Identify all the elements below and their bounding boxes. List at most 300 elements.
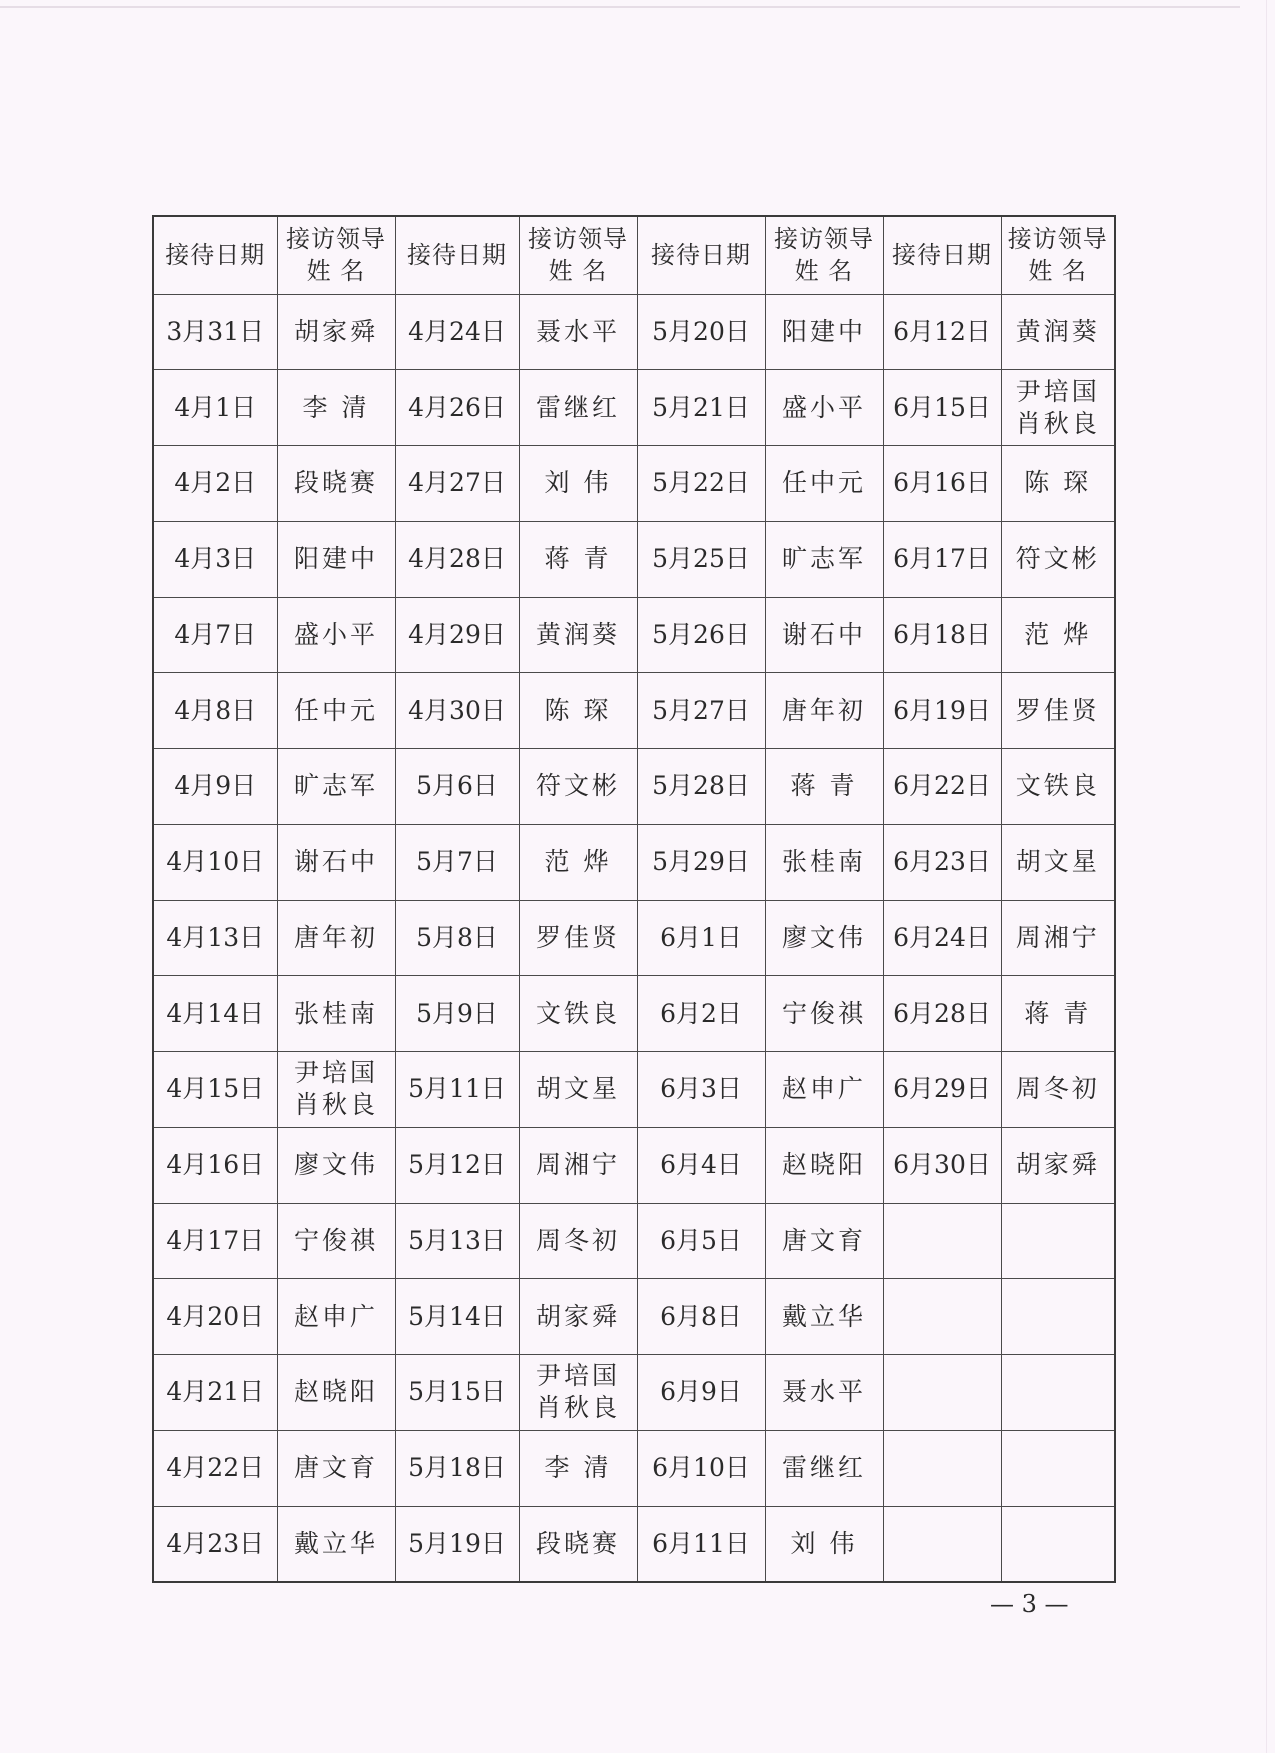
date-text: 6月18日 xyxy=(893,619,991,649)
date-cell xyxy=(153,824,277,900)
date-cell xyxy=(883,824,1001,900)
date-text: 4月15日 xyxy=(166,1074,265,1104)
reception-schedule-table xyxy=(152,215,1116,1583)
leader-name-cell xyxy=(1001,521,1115,597)
date-cell xyxy=(883,597,1001,673)
header-text: 接待日期 xyxy=(165,241,266,270)
date-text: 4月27日 xyxy=(408,468,506,498)
leader-name-text: 聂水平 xyxy=(781,1377,866,1407)
leader-name-cell xyxy=(277,1506,395,1582)
leader-name-cell xyxy=(1001,749,1115,825)
date-cell xyxy=(637,597,765,673)
leader-name-cell xyxy=(765,1127,883,1203)
date-cell xyxy=(395,900,519,976)
date-cell xyxy=(153,1203,277,1279)
date-text: 5月12日 xyxy=(408,1150,506,1180)
date-text: 5月15日 xyxy=(408,1377,506,1407)
date-text: 5月13日 xyxy=(408,1225,506,1255)
leader-name-cell xyxy=(519,1052,637,1128)
leader-name-text: 廖文伟 xyxy=(293,1150,378,1180)
leader-name-cell xyxy=(519,673,637,749)
header-date-3 xyxy=(637,216,765,294)
leader-name-cell xyxy=(519,597,637,673)
leader-name-cell xyxy=(277,1127,395,1203)
leader-name-text: 胡文星 xyxy=(1015,847,1100,877)
date-cell xyxy=(395,446,519,522)
leader-name-text: 肖秋良 xyxy=(1015,408,1100,438)
header-text: 接待日期 xyxy=(651,241,751,270)
leader-name-cell xyxy=(519,1203,637,1279)
date-text: 4月7日 xyxy=(174,619,257,649)
table-row xyxy=(153,1052,1115,1128)
date-cell xyxy=(637,976,765,1052)
leader-name-cell xyxy=(277,597,395,673)
date-cell xyxy=(637,1127,765,1203)
date-text: 5月29日 xyxy=(652,847,750,877)
leader-name-text: 罗佳贤 xyxy=(1015,695,1100,725)
leader-name-cell xyxy=(519,1279,637,1355)
leader-name-text: 赵晓阳 xyxy=(293,1377,378,1407)
header-leader-1 xyxy=(277,216,395,294)
date-cell xyxy=(395,1052,519,1128)
table-row xyxy=(153,1355,1115,1431)
date-cell xyxy=(395,673,519,749)
date-text: 5月6日 xyxy=(416,771,498,801)
leader-name-cell xyxy=(1001,824,1115,900)
leader-name-cell xyxy=(1001,1203,1115,1279)
header-leader-4 xyxy=(1001,216,1115,294)
date-cell xyxy=(153,673,277,749)
leader-name-text: 蒋 青 xyxy=(1024,998,1092,1028)
leader-name-text: 蒋 青 xyxy=(544,544,612,574)
date-text: 6月17日 xyxy=(893,544,991,574)
date-cell xyxy=(883,1203,1001,1279)
date-cell xyxy=(883,1506,1001,1582)
date-text: 6月23日 xyxy=(893,847,991,877)
date-text: 6月19日 xyxy=(893,695,991,725)
date-text: 5月11日 xyxy=(408,1074,506,1104)
header-text: 姓 名 xyxy=(548,257,608,286)
table-row xyxy=(153,1430,1115,1506)
date-cell xyxy=(883,521,1001,597)
leader-name-cell xyxy=(1001,1430,1115,1506)
leader-name-cell xyxy=(765,976,883,1052)
leader-name-cell xyxy=(519,976,637,1052)
date-cell xyxy=(883,900,1001,976)
date-text: 4月2日 xyxy=(174,468,257,498)
date-cell xyxy=(395,294,519,370)
header-text: 接待日期 xyxy=(892,241,992,270)
date-text: 5月7日 xyxy=(416,847,498,877)
leader-name-text: 赵晓阳 xyxy=(781,1150,866,1180)
date-cell xyxy=(395,1279,519,1355)
leader-name-cell xyxy=(1001,1355,1115,1431)
date-cell xyxy=(637,900,765,976)
leader-name-text: 任中元 xyxy=(781,468,866,498)
table-row xyxy=(153,749,1115,825)
date-text: 5月25日 xyxy=(652,544,750,574)
header-text: 接访领导 xyxy=(774,225,874,254)
date-cell xyxy=(395,1203,519,1279)
table-row xyxy=(153,597,1115,673)
date-cell xyxy=(883,749,1001,825)
date-text: 5月20日 xyxy=(652,316,750,346)
leader-name-text: 范 烨 xyxy=(544,847,612,877)
date-cell xyxy=(883,446,1001,522)
leader-name-text: 张桂南 xyxy=(781,847,866,877)
date-text: 5月28日 xyxy=(652,771,750,801)
leader-name-cell xyxy=(765,521,883,597)
leader-name-text: 文铁良 xyxy=(535,998,620,1028)
date-cell xyxy=(637,1203,765,1279)
leader-name-text: 廖文伟 xyxy=(781,922,866,952)
leader-name-text: 雷继红 xyxy=(781,1453,866,1483)
leader-name-cell xyxy=(519,1506,637,1582)
leader-name-cell xyxy=(765,597,883,673)
date-cell xyxy=(153,900,277,976)
date-cell xyxy=(153,1430,277,1506)
leader-name-text: 范 烨 xyxy=(1024,619,1092,649)
leader-name-text: 谢石中 xyxy=(781,619,866,649)
date-cell xyxy=(153,294,277,370)
leader-name-cell xyxy=(1001,1127,1115,1203)
date-cell xyxy=(395,749,519,825)
leader-name-cell xyxy=(519,1430,637,1506)
scan-top-edge xyxy=(0,6,1240,8)
date-cell xyxy=(883,1430,1001,1506)
leader-name-text: 周冬初 xyxy=(1015,1074,1100,1104)
leader-name-text: 周湘宁 xyxy=(1015,922,1100,952)
leader-name-text: 盛小平 xyxy=(293,619,378,649)
header-text: 接访领导 xyxy=(1007,225,1108,254)
date-text: 4月22日 xyxy=(166,1453,265,1483)
date-text: 5月27日 xyxy=(652,695,750,725)
leader-name-text: 陈 琛 xyxy=(544,695,612,725)
leader-name-cell xyxy=(277,1203,395,1279)
date-text: 6月11日 xyxy=(652,1528,750,1558)
date-text: 6月8日 xyxy=(660,1301,742,1331)
table-row xyxy=(153,673,1115,749)
leader-name-text: 唐年初 xyxy=(293,922,378,952)
leader-name-text: 黄润葵 xyxy=(1015,316,1100,346)
leader-name-text: 胡家舜 xyxy=(535,1301,620,1331)
header-text: 接访领导 xyxy=(286,225,386,254)
date-cell xyxy=(153,1506,277,1582)
header-text: 接访领导 xyxy=(528,225,628,254)
leader-name-text: 刘 伟 xyxy=(790,1528,858,1558)
leader-name-cell xyxy=(765,749,883,825)
page-number: — 3 — xyxy=(990,1590,1069,1618)
leader-name-cell xyxy=(1001,976,1115,1052)
leader-name-cell xyxy=(765,1430,883,1506)
header-leader-2 xyxy=(519,216,637,294)
date-text: 4月8日 xyxy=(174,695,257,725)
leader-name-text: 符文彬 xyxy=(1015,544,1100,574)
header-row xyxy=(153,216,1115,294)
date-cell xyxy=(637,1279,765,1355)
leader-name-text: 戴立华 xyxy=(781,1301,866,1331)
leader-name-text: 宁俊祺 xyxy=(781,998,866,1028)
date-cell xyxy=(883,294,1001,370)
leader-name-cell xyxy=(277,1279,395,1355)
date-cell xyxy=(637,1355,765,1431)
leader-name-text: 宁俊祺 xyxy=(293,1225,378,1255)
leader-name-cell xyxy=(277,1430,395,1506)
date-text: 4月14日 xyxy=(166,998,265,1028)
date-cell xyxy=(883,370,1001,446)
date-text: 6月3日 xyxy=(660,1074,742,1104)
date-cell xyxy=(395,597,519,673)
table-row xyxy=(153,1203,1115,1279)
header-date-1 xyxy=(153,216,277,294)
leader-name-cell xyxy=(1001,370,1115,446)
date-cell xyxy=(153,1355,277,1431)
leader-name-cell xyxy=(1001,900,1115,976)
leader-name-text: 陈 琛 xyxy=(1024,468,1092,498)
date-text: 6月2日 xyxy=(660,998,742,1028)
leader-name-text: 阳建中 xyxy=(781,316,866,346)
leader-name-cell xyxy=(519,1355,637,1431)
leader-name-cell xyxy=(1001,1506,1115,1582)
leader-name-text: 任中元 xyxy=(293,695,378,725)
header-date-4 xyxy=(883,216,1001,294)
table-row xyxy=(153,824,1115,900)
date-text: 6月15日 xyxy=(893,392,991,422)
leader-name-text: 尹培国 xyxy=(293,1058,378,1088)
table-row xyxy=(153,521,1115,597)
leader-name-cell xyxy=(1001,294,1115,370)
leader-name-cell xyxy=(765,294,883,370)
date-cell xyxy=(153,976,277,1052)
date-text: 6月30日 xyxy=(893,1150,991,1180)
date-text: 6月1日 xyxy=(660,922,742,952)
leader-name-text: 李 清 xyxy=(544,1453,612,1483)
leader-name-cell xyxy=(277,1052,395,1128)
leader-name-cell xyxy=(765,1355,883,1431)
date-cell xyxy=(153,597,277,673)
leader-name-text: 段晓赛 xyxy=(293,468,378,498)
date-text: 4月1日 xyxy=(174,392,257,422)
leader-name-text: 尹培国 xyxy=(1015,376,1100,406)
date-text: 4月16日 xyxy=(166,1150,265,1180)
leader-name-text: 李 清 xyxy=(302,392,370,422)
leader-name-text: 胡家舜 xyxy=(1015,1150,1100,1180)
date-text: 5月26日 xyxy=(652,619,750,649)
date-cell xyxy=(637,446,765,522)
date-cell xyxy=(395,370,519,446)
leader-name-text: 段晓赛 xyxy=(535,1528,620,1558)
header-date-2 xyxy=(395,216,519,294)
date-text: 6月16日 xyxy=(893,468,991,498)
date-cell xyxy=(153,370,277,446)
leader-name-cell xyxy=(1001,597,1115,673)
date-cell xyxy=(395,976,519,1052)
leader-name-cell xyxy=(765,370,883,446)
date-text: 6月12日 xyxy=(893,316,991,346)
leader-name-text: 周湘宁 xyxy=(535,1150,620,1180)
date-cell xyxy=(637,1052,765,1128)
leader-name-cell xyxy=(765,1052,883,1128)
date-cell xyxy=(637,521,765,597)
date-text: 6月4日 xyxy=(660,1150,742,1180)
date-cell xyxy=(153,1279,277,1355)
date-text: 5月9日 xyxy=(416,998,498,1028)
leader-name-text: 戴立华 xyxy=(293,1528,378,1558)
leader-name-cell xyxy=(765,1203,883,1279)
date-text: 4月29日 xyxy=(408,619,506,649)
leader-name-text: 刘 伟 xyxy=(544,468,612,498)
date-text: 5月19日 xyxy=(408,1528,506,1558)
leader-name-cell xyxy=(277,294,395,370)
leader-name-text: 聂水平 xyxy=(535,316,620,346)
date-cell xyxy=(395,521,519,597)
date-text: 4月30日 xyxy=(408,695,506,725)
leader-name-text: 胡文星 xyxy=(535,1074,620,1104)
leader-name-cell xyxy=(519,446,637,522)
date-text: 4月24日 xyxy=(408,316,506,346)
leader-name-cell xyxy=(765,673,883,749)
leader-name-text: 谢石中 xyxy=(293,847,378,877)
leader-name-cell xyxy=(277,1355,395,1431)
date-cell xyxy=(883,1052,1001,1128)
leader-name-cell xyxy=(277,521,395,597)
date-text: 4月20日 xyxy=(166,1301,265,1331)
date-cell xyxy=(637,1430,765,1506)
date-text: 4月13日 xyxy=(166,922,265,952)
date-cell xyxy=(637,370,765,446)
leader-name-text: 文铁良 xyxy=(1015,771,1100,801)
leader-name-cell xyxy=(519,900,637,976)
table-row xyxy=(153,1127,1115,1203)
leader-name-cell xyxy=(519,370,637,446)
date-cell xyxy=(637,824,765,900)
date-text: 5月18日 xyxy=(408,1453,506,1483)
date-cell xyxy=(637,294,765,370)
date-cell xyxy=(637,673,765,749)
leader-name-cell xyxy=(519,749,637,825)
table-row xyxy=(153,900,1115,976)
leader-name-cell xyxy=(765,1279,883,1355)
date-text: 6月22日 xyxy=(893,771,991,801)
date-text: 5月22日 xyxy=(652,468,750,498)
leader-name-cell xyxy=(519,824,637,900)
leader-name-text: 盛小平 xyxy=(781,392,866,422)
leader-name-cell xyxy=(277,446,395,522)
date-text: 4月26日 xyxy=(408,392,506,422)
date-cell xyxy=(153,749,277,825)
scan-right-edge xyxy=(1266,0,1267,1753)
leader-name-text: 旷志军 xyxy=(781,544,866,574)
table-row xyxy=(153,1506,1115,1582)
date-cell xyxy=(883,1127,1001,1203)
table-row xyxy=(153,294,1115,370)
leader-name-text: 肖秋良 xyxy=(535,1393,620,1423)
table-row xyxy=(153,1279,1115,1355)
date-text: 4月10日 xyxy=(166,847,265,877)
header-text: 姓 名 xyxy=(1028,257,1088,286)
leader-name-text: 唐年初 xyxy=(781,695,866,725)
leader-name-text: 唐文育 xyxy=(293,1453,378,1483)
date-text: 5月14日 xyxy=(408,1301,506,1331)
date-cell xyxy=(637,1506,765,1582)
date-cell xyxy=(153,1127,277,1203)
date-cell xyxy=(395,1430,519,1506)
leader-name-text: 胡家舜 xyxy=(293,316,378,346)
date-cell xyxy=(637,749,765,825)
leader-name-text: 阳建中 xyxy=(293,544,378,574)
leader-name-cell xyxy=(765,1506,883,1582)
date-cell xyxy=(395,1506,519,1582)
date-cell xyxy=(883,673,1001,749)
leader-name-text: 周冬初 xyxy=(535,1225,620,1255)
leader-name-text: 赵申广 xyxy=(781,1074,866,1104)
leader-name-cell xyxy=(277,673,395,749)
table-row xyxy=(153,976,1115,1052)
leader-name-cell xyxy=(519,521,637,597)
leader-name-cell xyxy=(765,446,883,522)
date-cell xyxy=(153,446,277,522)
leader-name-cell xyxy=(277,824,395,900)
date-cell xyxy=(153,1052,277,1128)
leader-name-text: 唐文育 xyxy=(781,1225,866,1255)
leader-name-text: 旷志军 xyxy=(293,771,378,801)
date-text: 4月9日 xyxy=(174,771,257,801)
date-text: 4月3日 xyxy=(174,544,257,574)
leader-name-text: 黄润葵 xyxy=(535,619,620,649)
leader-name-text: 赵申广 xyxy=(293,1301,378,1331)
leader-name-text: 雷继红 xyxy=(535,392,620,422)
header-text: 接待日期 xyxy=(407,241,507,270)
table-body xyxy=(153,294,1115,1582)
leader-name-cell xyxy=(765,824,883,900)
leader-name-cell xyxy=(277,370,395,446)
date-text: 6月10日 xyxy=(652,1453,750,1483)
header-text: 姓 名 xyxy=(794,257,854,286)
date-text: 6月28日 xyxy=(893,998,991,1028)
date-text: 6月24日 xyxy=(893,922,991,952)
leader-name-cell xyxy=(277,976,395,1052)
leader-name-cell xyxy=(1001,673,1115,749)
date-text: 5月8日 xyxy=(416,922,498,952)
header-text: 姓 名 xyxy=(306,257,366,286)
leader-name-cell xyxy=(277,749,395,825)
leader-name-text: 罗佳贤 xyxy=(535,922,620,952)
leader-name-text: 蒋 青 xyxy=(790,771,858,801)
leader-name-cell xyxy=(1001,1052,1115,1128)
date-cell xyxy=(883,976,1001,1052)
date-text: 6月9日 xyxy=(660,1377,742,1407)
leader-name-cell xyxy=(1001,1279,1115,1355)
leader-name-cell xyxy=(519,1127,637,1203)
date-text: 6月5日 xyxy=(660,1225,742,1255)
date-cell xyxy=(153,521,277,597)
date-text: 6月29日 xyxy=(893,1074,991,1104)
date-cell xyxy=(395,1355,519,1431)
date-text: 4月21日 xyxy=(166,1377,265,1407)
date-text: 4月17日 xyxy=(166,1225,265,1255)
date-cell xyxy=(883,1279,1001,1355)
leader-name-text: 尹培国 xyxy=(535,1361,620,1391)
date-cell xyxy=(883,1355,1001,1431)
date-text: 5月21日 xyxy=(652,392,750,422)
date-text: 4月23日 xyxy=(166,1528,265,1558)
date-cell xyxy=(395,824,519,900)
leader-name-cell xyxy=(277,900,395,976)
date-text: 3月31日 xyxy=(166,316,265,346)
leader-name-text: 张桂南 xyxy=(293,998,378,1028)
leader-name-cell xyxy=(519,294,637,370)
table-row xyxy=(153,370,1115,446)
